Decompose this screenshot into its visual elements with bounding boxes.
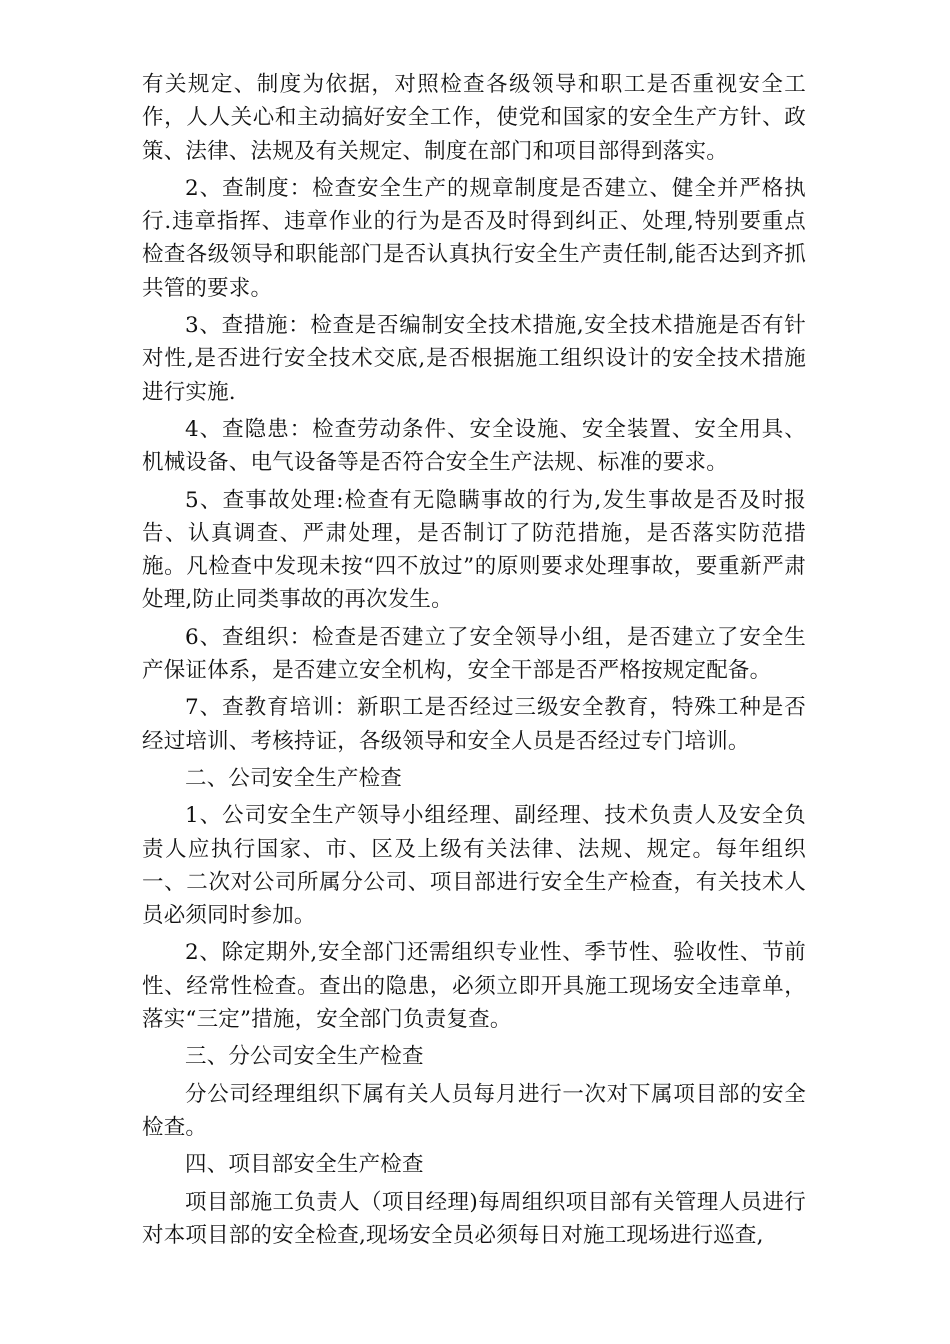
paragraph-check-hazards: 4、查隐患：检查劳动条件、安全设施、安全装置、安全用具、机械设备、电气设备等是否符合安全生产法规、标准的要求。 [142, 416, 806, 476]
section-heading-branch: 三、分公司安全生产检查 [185, 1044, 424, 1070]
document-body [142, 68, 806, 1252]
paragraph-check-accidents: 5、查事故处理:检查有无隐瞒事故的行为,发生事故是否及时报告、认真调查、严肃处理，是否制订了防范措施，是否落实防范措施。凡检查中发现未按“四不放过”的原则要求处理事故，要重新严肃处理,防止同类事故的再次发生。 [142, 487, 806, 613]
paragraph-check-training: 7、查教育培训：新职工是否经过三级安全教育，特殊工种是否经过培训、考核持证，各级领导和安全人员是否经过专门培训。 [142, 695, 806, 754]
paragraph-continuation: 有关规定、制度为依据，对照检查各级领导和职工是否重视安全工作，人人关心和主动搞好安全工作，使党和国家的安全生产方针、政策、法律、法规及有关规定、制度在部门和项目部得到落实。 [142, 72, 806, 164]
paragraph-project: 项目部施工负责人（项目经理)每周组织项目部有关管理人员进行对本项目部的安全检查,现场安全员必须每日对施工现场进行巡查, [142, 1189, 806, 1248]
paragraph-branch: 分公司经理组织下属有关人员每月进行一次对下属项目部的安全检查。 [142, 1081, 806, 1140]
section-heading-company: 二、公司安全生产检查 [185, 765, 403, 791]
paragraph-check-organization: 6、查组织：检查是否建立了安全领导小组，是否建立了安全生产保证体系，是否建立安全机构，安全干部是否严格按规定配备。 [142, 624, 806, 684]
paragraph-check-measures: 3、查措施：检查是否编制安全技术措施,安全技术措施是否有针对性,是否进行安全技术交底,是否根据施工组织设计的安全技术措施进行实施. [142, 313, 806, 405]
section-heading-project: 四、项目部安全生产检查 [185, 1152, 424, 1178]
paragraph-company-item-1: 1、公司安全生产领导小组经理、副经理、技术负责人及安全负责人应执行国家、市、区及上级有关法律、法规、规定。每年组织一、二次对公司所属分公司、项目部进行安全生产检查，有关技术人员必须同时参加。 [142, 803, 806, 929]
paragraph-check-system: 2、查制度：检查安全生产的规章制度是否建立、健全并严格执行.违章指挥、违章作业的行为是否及时得到纠正、处理,特别要重点检查各级领导和职能部门是否认真执行安全生产责任制,能否达到齐抓共管的要求。 [142, 175, 806, 301]
paragraph-company-item-2: 2、除定期外,安全部门还需组织专业性、季节性、验收性、节前性、经常性检查。查出的隐患，必须立即开具施工现场安全违章单，落实“三定”措施，安全部门负责复查。 [142, 940, 806, 1033]
